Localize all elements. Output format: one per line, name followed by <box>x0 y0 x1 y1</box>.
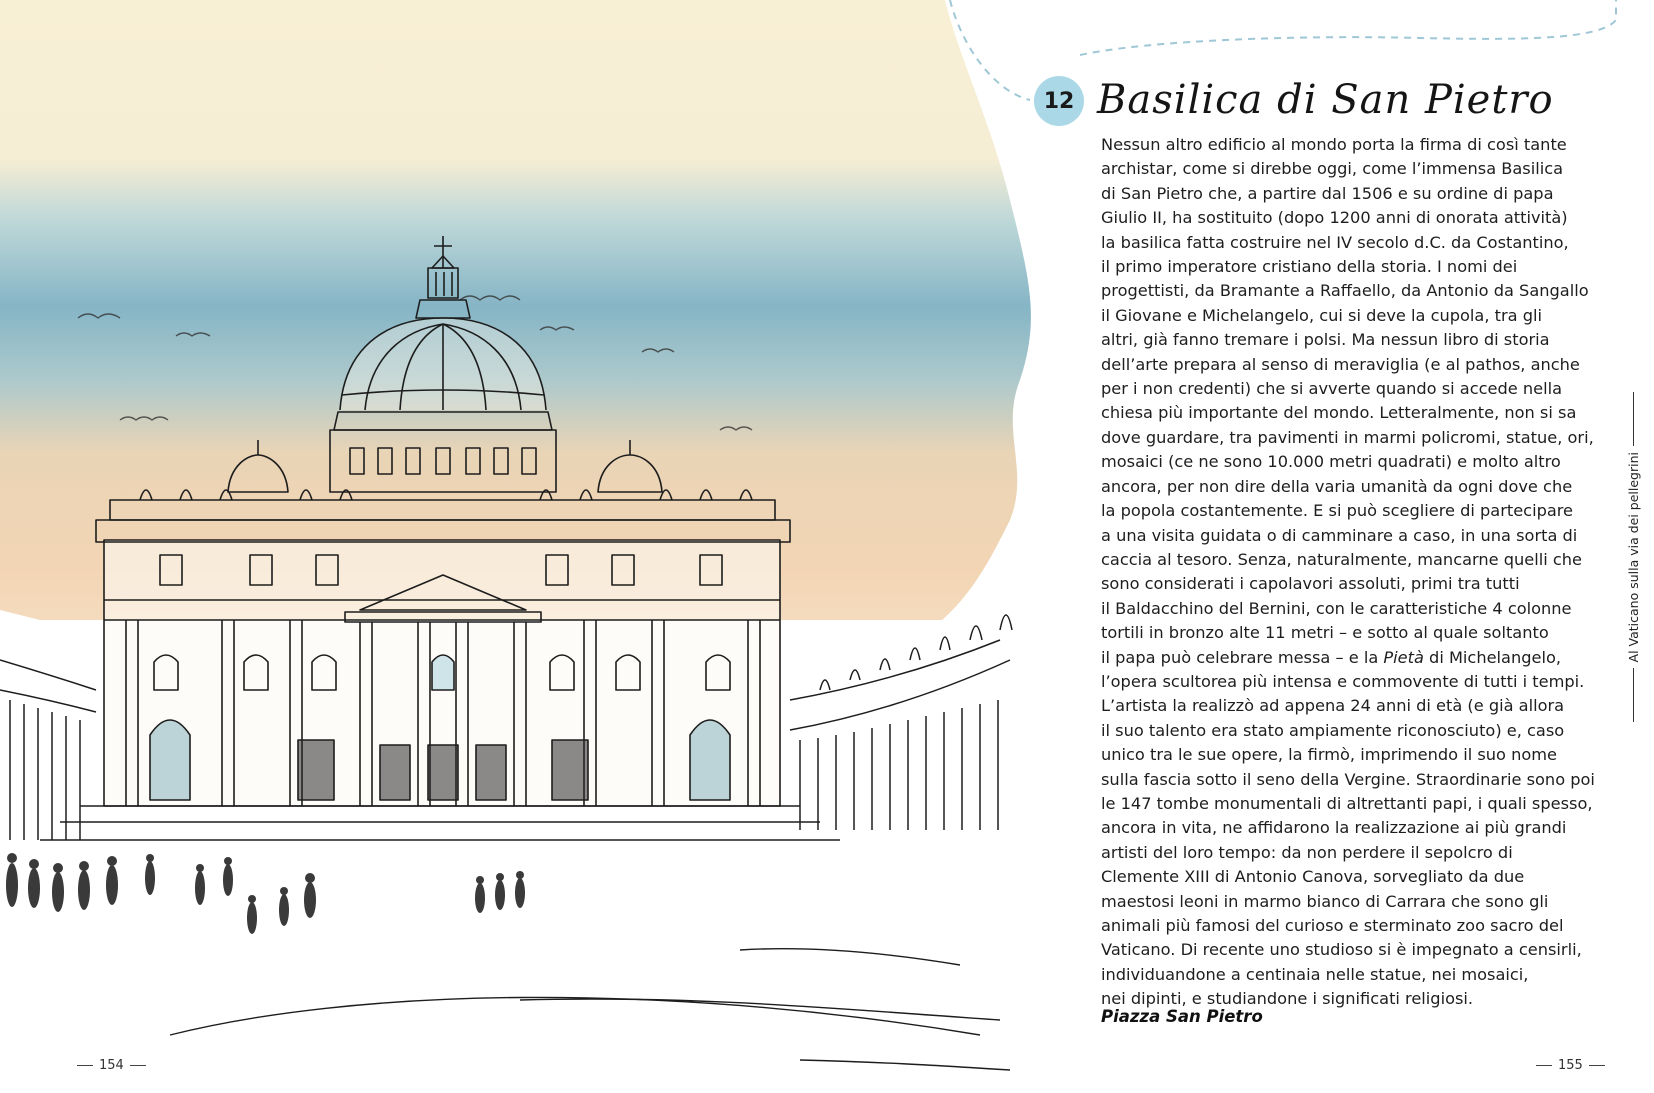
side-rule <box>1633 668 1634 722</box>
text-line: ancora in vita, ne affidarono la realizzazione ai più grandi <box>1101 818 1567 838</box>
text-line: mosaici (ce ne sono 10.000 metri quadrati) e molto altro <box>1101 452 1561 472</box>
text-line: sulla fascia sotto il seno della Vergine. Straordinarie sono poi <box>1101 769 1595 789</box>
page-number-right <box>1536 1058 1605 1073</box>
text-line: il suo talento era stato ampiamente riconosciuto) e, caso <box>1101 720 1565 740</box>
text-line: maestosi leoni in marmo bianco di Carrara che sono gli <box>1101 891 1549 911</box>
text-line: dove guardare, tra pavimenti in marmi policromi, statue, ori, <box>1101 427 1594 447</box>
text-line: tortili in bronzo alte 11 metri – e sotto al quale soltanto <box>1101 623 1549 643</box>
text-line: chiesa più importante del mondo. Letteralmente, non si sa <box>1101 403 1577 423</box>
page-number-text: 154 <box>99 1058 124 1073</box>
text-line: Nessun altro edificio al mondo porta la firma di così tante <box>1101 135 1567 154</box>
text-line: sono considerati i capolavori assoluti, primi tra tutti <box>1101 574 1520 594</box>
text-line: ancora, per non dire della varia umanità da ogni dove che <box>1101 476 1573 496</box>
text-line: per i non credenti) che si avverte quando si accede nella <box>1101 379 1562 399</box>
text-line: la basilica fatta costruire nel IV secolo d.C. da Costantino, <box>1101 232 1569 252</box>
text-line: Vaticano. Di recente uno studioso si è impegnato a censirli, <box>1101 940 1582 960</box>
text-line: di San Pietro che, a partire dal 1506 e su ordine di papa <box>1101 183 1554 203</box>
text-line: le 147 tombe monumentali di altrettanti papi, i quali spesso, <box>1101 793 1593 813</box>
chapter-number-badge: 12 <box>1034 76 1084 126</box>
text-line: unico tra le sue opere, la firmò, imprimendo il suo nome <box>1101 745 1557 765</box>
text-line: Giulio II, ha sostituito (dopo 1200 anni di onorata attività) <box>1101 208 1568 228</box>
side-label-text: Al Vaticano sulla via dei pellegrini <box>1625 451 1641 663</box>
page-rule <box>130 1065 146 1066</box>
text-line: l’opera scultorea più intensa e commovente di tutti i tempi. <box>1101 671 1585 691</box>
page-rule <box>1589 1065 1605 1066</box>
text-line: a una visita guidata o di camminare a caso, in una sorta di <box>1101 525 1578 545</box>
text-line: archistar, come si direbbe oggi, come l’immensa Basilica <box>1101 159 1564 179</box>
text-line: il Giovane e Michelangelo, cui si deve la cupola, tra gli <box>1101 305 1542 325</box>
body-text <box>1101 133 1631 1012</box>
text-line: individuandone a centinaia nelle statue, nei mosaici, <box>1101 964 1529 984</box>
page-number-text: 155 <box>1558 1058 1583 1073</box>
section-side-label <box>1622 392 1644 722</box>
text-line: la popola costantemente. E si può scegliere di partecipare <box>1101 501 1574 521</box>
page-title: Basilica di San Pietro <box>1097 77 1554 123</box>
side-rule <box>1633 392 1634 446</box>
text-line: dell’arte prepara al senso di meraviglia (e al pathos, anche <box>1101 354 1580 374</box>
location-label: Piazza San Pietro <box>1101 1007 1263 1026</box>
text-line: L’artista la realizzò ad appena 24 anni di età (e già allora <box>1101 696 1565 716</box>
text-line: artisti del loro tempo: da non perdere il sepolcro di <box>1101 842 1513 862</box>
text-line: caccia al tesoro. Senza, naturalmente, mancarne quelli che <box>1101 549 1582 569</box>
text-line: Clemente XIII di Antonio Canova, sorvegliato da due <box>1101 867 1525 887</box>
text-line: il papa può celebrare messa – e la Pietà di Michelangelo, <box>1101 647 1562 667</box>
page-rule <box>1536 1065 1552 1066</box>
text-line: altri, già fanno tremare i polsi. Ma nessun libro di storia <box>1101 330 1550 350</box>
text-line: il Baldacchino del Bernini, con le caratteristiche 4 colonne <box>1101 598 1572 618</box>
text-line: il primo imperatore cristiano della storia. I nomi dei <box>1101 257 1518 277</box>
text-line: progettisti, da Bramante a Raffaello, da Antonio da Sangallo <box>1101 281 1589 301</box>
page-rule <box>77 1065 93 1066</box>
text-line: animali più famosi del curioso e sterminato zoo sacro del <box>1101 916 1564 935</box>
text-line: nei dipinti, e studiandone i significati religiosi. <box>1101 989 1474 1009</box>
page-number-left <box>77 1058 146 1073</box>
